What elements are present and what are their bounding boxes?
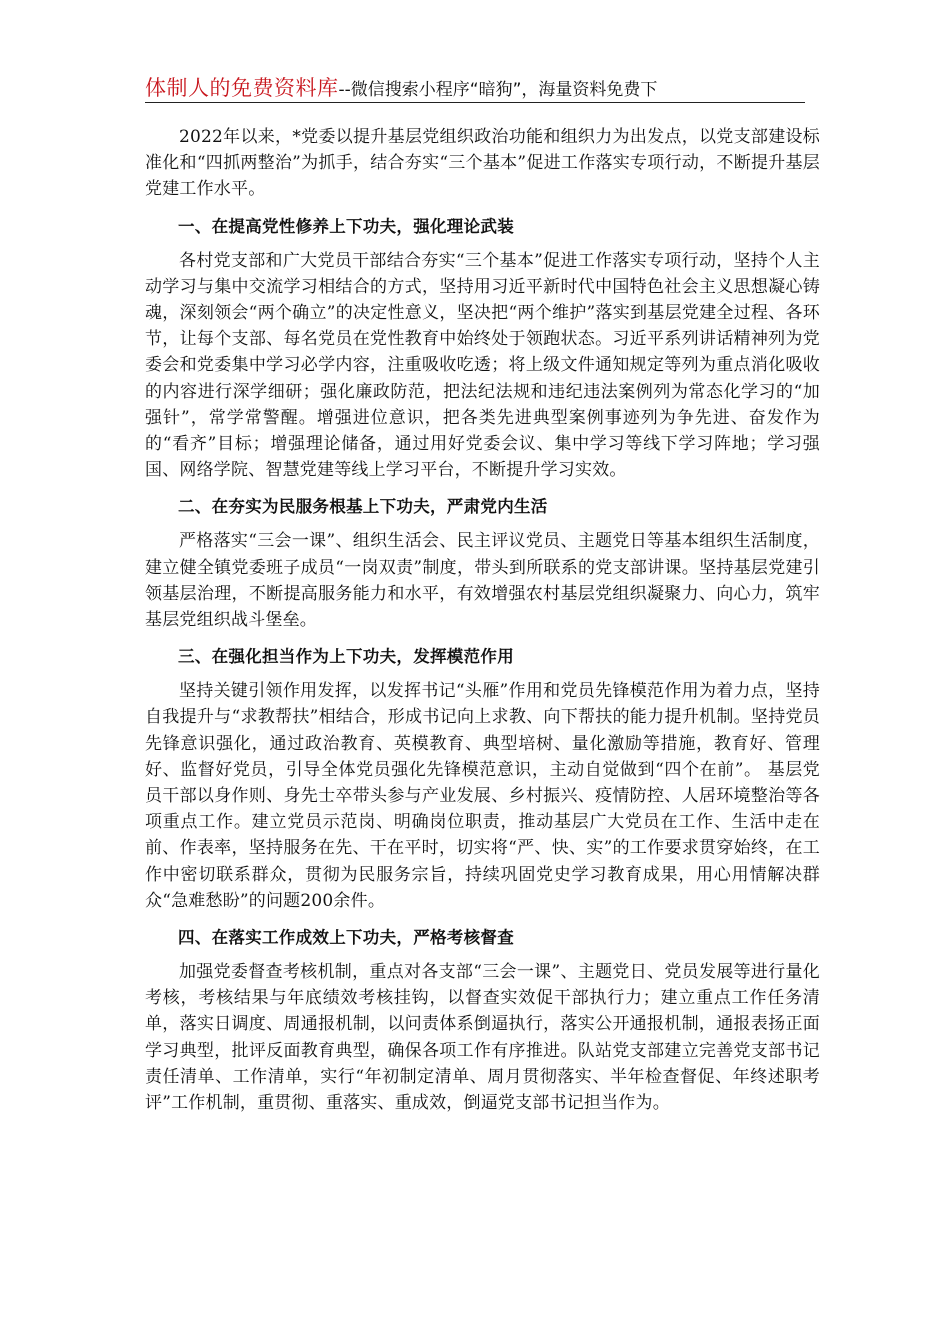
document-body: [145, 124, 820, 1116]
section-body-3: 坚持关键引领作用发挥，以发挥书记“头雁”作用和党员先锋模范作用为着力点，坚持自我提升与“求教帮扶”相结合，形成书记向上求教、向下帮扶的能力提升机制。坚持党员先锋意识强化，通过政治教育、英模教育、典型培树、量化激励等措施，教育好、管理好、监督好党员，引导全体党员强化先锋模范意识，主动自觉做到“四个在前”。 基层党员干部以身作则、身先士卒带头参与产业发展、乡村振兴、疫情防控、人居环境整治等各项重点工作。建立党员示范岗、明确岗位职责，推动基层广大党员在工作、生活中走在前、作表率，坚持服务在先、干在平时，切实将“严、快、实”的工作要求贯穿始终，在工作中密切联系群众，贯彻为民服务宗旨，持续巩固党史学习教育成果，用心用情解决群众“急难愁盼”的问题200余件。: [145, 681, 820, 911]
section-heading-2: 二、在夯实为民服务根基上下功夫，严肃党内生活: [178, 497, 548, 517]
page-header: [145, 72, 805, 103]
header-brand: 体制人的免费资料库: [145, 76, 339, 100]
header-tagline: --微信搜索小程序“暗狗”，海量资料免费下: [338, 80, 658, 100]
section-heading-4: 四、在落实工作成效上下功夫，严格考核督查: [178, 928, 514, 948]
intro-paragraph: 2022年以来，*党委以提升基层党组织政治功能和组织力为出发点，以党支部建设标准化和“四抓两整治”为抓手，结合夯实“三个基本”促进工作落实专项行动，不断提升基层党建工作水平。: [145, 127, 820, 200]
section-heading-3: 三、在强化担当作为上下功夫，发挥模范作用: [178, 647, 514, 667]
section-body-2: 严格落实“三会一课”、组织生活会、民主评议党员、主题党日等基本组织生活制度，建立健全镇党委班子成员“一岗双责”制度，带头到所联系的党支部讲课。坚持基层党建引领基层治理，不断提高服务能力和水平，有效增强农村基层党组织凝聚力、向心力，筑牢基层党组织战斗堡垒。: [145, 531, 820, 631]
section-heading-1: 一、在提高党性修养上下功夫，强化理论武装: [178, 216, 514, 236]
section-body-1: 各村党支部和广大党员干部结合夯实“三个基本”促进工作落实专项行动，坚持个人主动学习与集中交流学习相结合的方式，坚持用习近平新时代中国特色社会主义思想凝心铸魂，深刻领会“两个确立”的决定性意义，坚决把“两个维护”落实到基层党建全过程、各环节，让每个支部、每名党员在党性教育中始终处于领跑状态。习近平系列讲话精神列为党委会和党委集中学习必学内容，注重吸收吃透；将上级文件通知规定等列为重点消化吸收的内容进行深学细研；强化廉政防范，把法纪法规和违纪违法案例列为常态化学习的“加强针”，常学常警醒。增强进位意识，把各类先进典型案例事迹列为争先进、奋发作为的“看齐”目标；增强理论储备，通过用好党委会议、集中学习等线下学习阵地；学习强国、网络学院、智慧党建等线上学习平台，不断提升学习实效。: [145, 250, 820, 481]
section-body-4: 加强党委督查考核机制，重点对各支部“三会一课”、主题党日、党员发展等进行量化考核，考核结果与年底绩效考核挂钩，以督查实效促干部执行力；建立重点工作任务清单，落实日调度、周通报机制，以问责体系倒逼执行，落实公开通报机制，通报表扬正面学习典型，批评反面教育典型，确保各项工作有序推进。队站党支部建立完善党支部书记责任清单、工作清单，实行“年初制定清单、周月贯彻落实、半年检查督促、年终述职考评”工作机制，重贯彻、重落实、重成效，倒逼党支部书记担当作为。: [145, 962, 820, 1114]
